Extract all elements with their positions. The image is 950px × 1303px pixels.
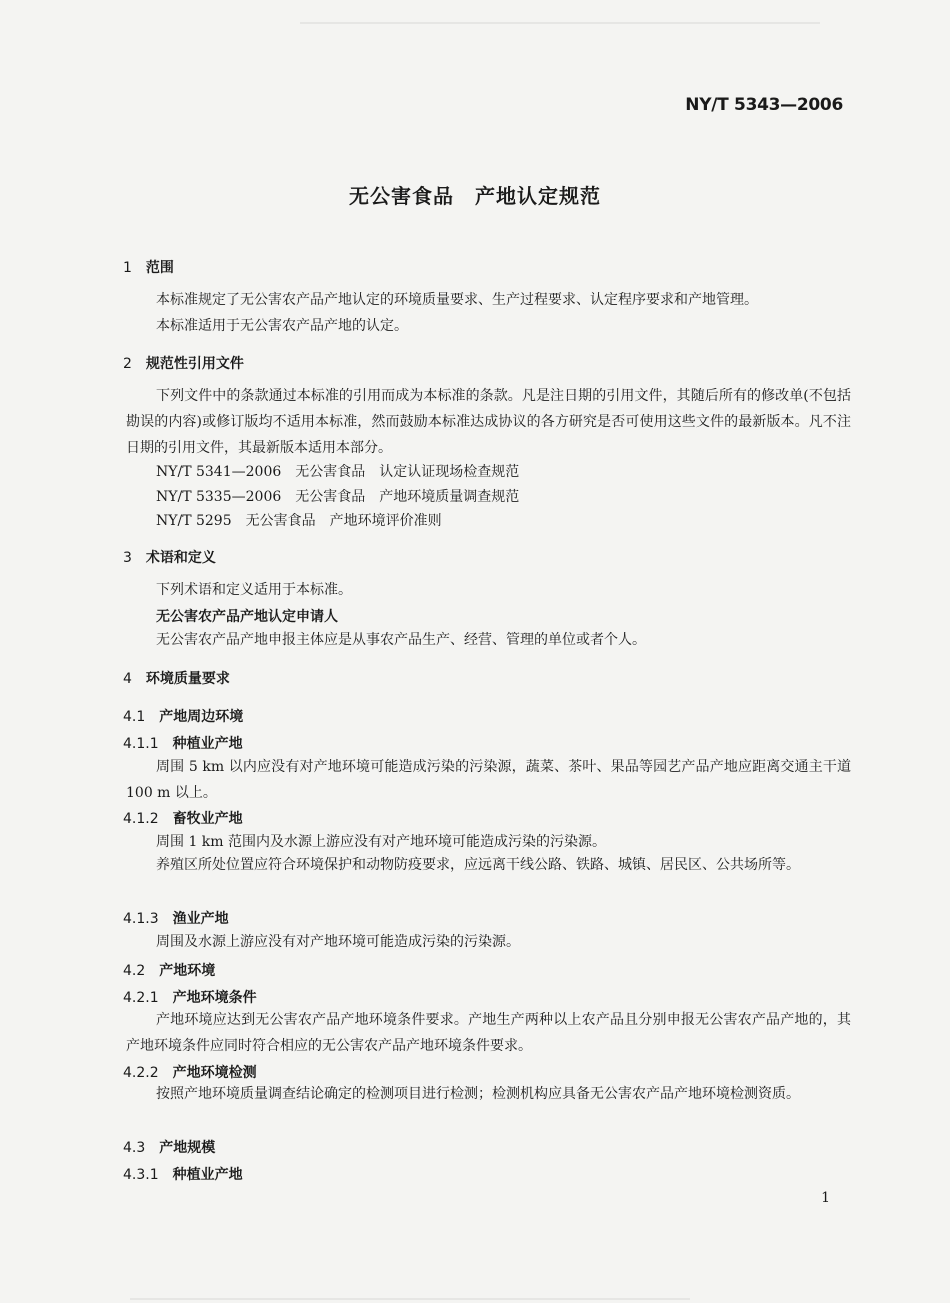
section-2-heading xyxy=(123,353,244,373)
section-3-heading xyxy=(123,547,216,567)
paragraph: 本标准规定了无公害农产品产地认定的环境质量要求、生产过程要求、认定程序要求和产地管理。 xyxy=(156,292,758,308)
subsection-4-1-3-heading xyxy=(123,908,229,928)
subsection-4-2-1-heading xyxy=(123,987,257,1007)
paragraph: 周围 5 km 以内应没有对产地环境可能造成污染的污染源，蔬菜、茶叶、果品等园艺产品产地应距离交通主干道 100 m 以上。 xyxy=(126,759,851,801)
reference-item: NY/T 5335—2006 无公害食品 产地环境质量调查规范 xyxy=(156,489,520,505)
section-1-heading xyxy=(123,257,174,277)
page-number: 1 xyxy=(821,1190,830,1206)
subsection-4-1-2-heading xyxy=(123,808,243,828)
section-title: 种植业产地 xyxy=(172,736,243,752)
section-title: 产地周边环境 xyxy=(159,709,244,725)
section-title: 产地环境检测 xyxy=(172,1065,257,1081)
section-number: 4.2.2 xyxy=(123,1065,159,1081)
section-number: 4.3.1 xyxy=(123,1167,159,1183)
paragraph: 周围及水源上游应没有对产地环境可能造成污染的污染源。 xyxy=(156,934,520,950)
section-title: 规范性引用文件 xyxy=(145,356,244,372)
paragraph: 无公害农产品产地申报主体应是从事农产品生产、经营、管理的单位或者个人。 xyxy=(156,632,646,648)
section-number: 4.1.2 xyxy=(123,811,159,827)
paragraph: 下列文件中的条款通过本标准的引用而成为本标准的条款。凡是注日期的引用文件，其随后所有的修改单(不包括勘误的内容)或修订版均不适用本标准，然而鼓励本标准达成协议的各方研究是否可使用这些文件的最新版本。凡不注日期的引用文件，其最新版本适用本部分。 xyxy=(126,388,851,456)
subsection-4-2-heading xyxy=(123,960,215,980)
section-title: 产地环境 xyxy=(159,963,216,979)
reference-item: NY/T 5341—2006 无公害食品 认定认证现场检查规范 xyxy=(156,464,520,480)
section-title: 种植业产地 xyxy=(172,1167,243,1183)
section-number: 4.1 xyxy=(123,709,146,725)
section-title: 畜牧业产地 xyxy=(172,811,243,827)
section-number: 4.1.3 xyxy=(123,911,159,927)
paragraph: 按照产地环境质量调查结论确定的检测项目进行检测；检测机构应具备无公害农产品产地环境检测资质。 xyxy=(156,1086,800,1102)
section-title: 渔业产地 xyxy=(172,911,229,927)
subsection-4-1-heading xyxy=(123,706,243,726)
subsection-4-3-heading xyxy=(123,1137,215,1157)
paragraph: 本标准适用于无公害农产品产地的认定。 xyxy=(156,318,408,334)
section-title: 环境质量要求 xyxy=(145,671,230,687)
section-number: 4 xyxy=(123,671,132,687)
section-number: 4.1.1 xyxy=(123,736,159,752)
reference-item: NY/T 5295 无公害食品 产地环境评价准则 xyxy=(156,513,442,529)
standard-code: NY/T 5343—2006 xyxy=(685,95,843,115)
paragraph: 产地环境应达到无公害农产品产地环境条件要求。产地生产两种以上农产品且分别申报无公害农产品产地的，其产地环境条件应同时符合相应的无公害农产品产地环境条件要求。 xyxy=(126,1012,851,1054)
section-title: 术语和定义 xyxy=(145,550,216,566)
paragraph: 周围 1 km 范围内及水源上游应没有对产地环境可能造成污染的污染源。 xyxy=(156,834,607,850)
section-number: 3 xyxy=(123,550,132,566)
section-title: 产地规模 xyxy=(159,1140,216,1156)
section-number: 4.2 xyxy=(123,963,146,979)
subsection-4-2-2-heading xyxy=(123,1062,257,1082)
subsection-4-1-1-heading xyxy=(123,733,243,753)
section-title: 范围 xyxy=(145,260,174,276)
section-number: 4.2.1 xyxy=(123,990,159,1006)
section-number: 4.3 xyxy=(123,1140,146,1156)
paragraph: 下列术语和定义适用于本标准。 xyxy=(156,582,352,598)
section-number: 1 xyxy=(123,260,132,276)
section-4-heading xyxy=(123,668,230,688)
section-number: 2 xyxy=(123,356,132,372)
document-title: 无公害食品 产地认定规范 xyxy=(349,184,601,208)
subsection-4-3-1-heading xyxy=(123,1164,243,1184)
term-heading: 无公害农产品产地认定申请人 xyxy=(156,609,338,625)
paragraph: 养殖区所处位置应符合环境保护和动物防疫要求，应远离干线公路、铁路、城镇、居民区、公共场所等。 xyxy=(156,857,800,873)
section-title: 产地环境条件 xyxy=(172,990,257,1006)
